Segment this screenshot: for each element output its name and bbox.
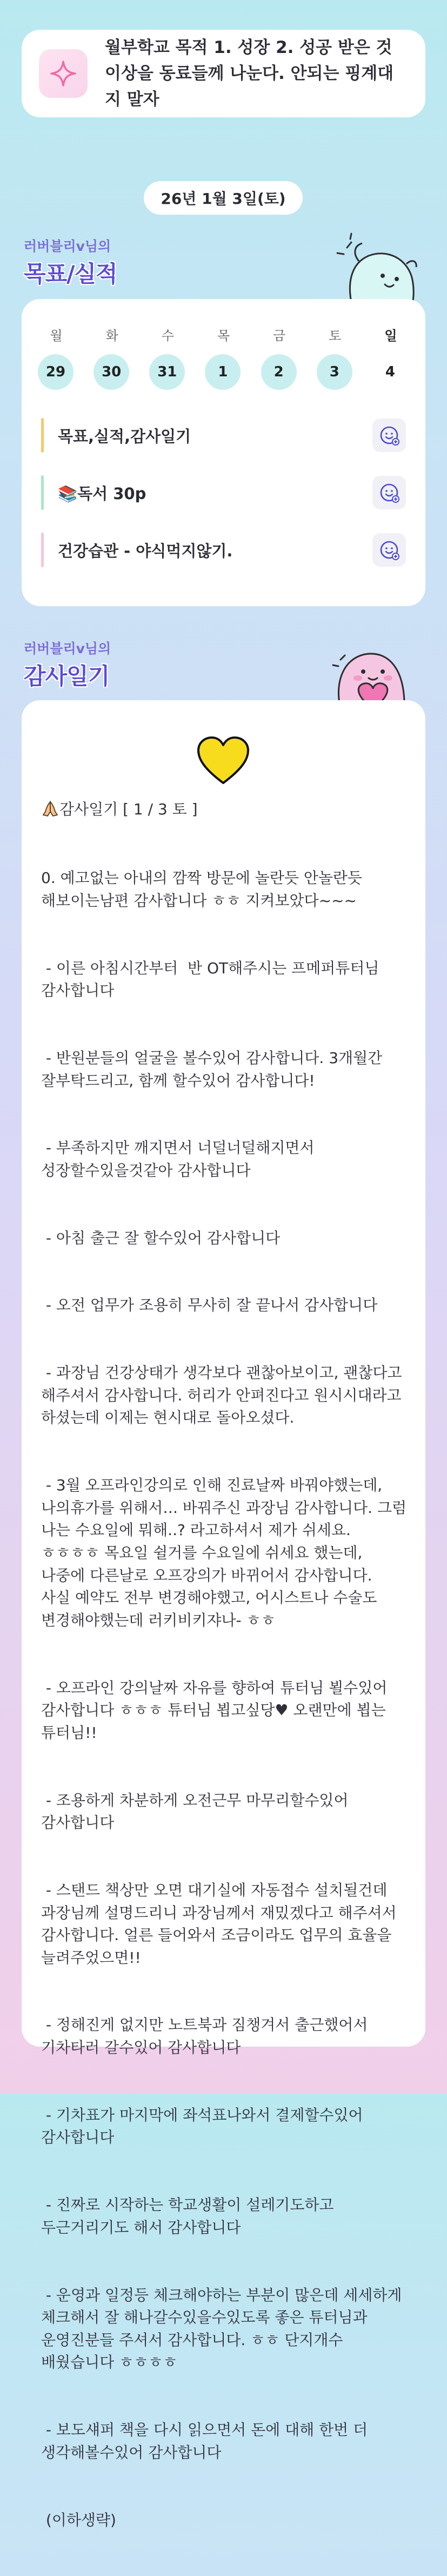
- calendar-day-wed[interactable]: [149, 325, 186, 390]
- goal-item-label: 📚독서 30p: [58, 484, 146, 503]
- gratitude-diary-card: [22, 700, 425, 2529]
- diary-entry: - 이른 아침시간부터 반 OT해주시는 프메퍼튜터님 감사합니다: [41, 959, 384, 1000]
- goal-color-bar: [41, 533, 44, 567]
- diary-entry: 0. 예고없는 아내의 깜짝 방문에 놀란듯 안놀란듯 해보이는남편 감사합니다 ㅎㅎ 지켜보았다~~~: [41, 869, 367, 909]
- heart-mascot-icon: [319, 627, 416, 708]
- goal-item[interactable]: [41, 417, 406, 454]
- diary-owner-label: 러버블리v님의: [24, 641, 111, 656]
- calendar-day-tue[interactable]: [94, 325, 130, 390]
- diary-entry: - 오프라인 강의날짜 자유를 향하여 튜터님 뵐수있어 감사합니다 ㅎㅎㅎ 튜터님 뵙고싶당♥ 오랜만에 뵙는 튜터님!!: [41, 1678, 392, 1742]
- praying-hands-icon: [41, 800, 59, 817]
- diary-entry: - 과장님 건강상태가 생각보다 괜찮아보이고, 괜찮다고 해주셔서 감사합니다. 허리가 안펴진다고 원시시대라고 하셨는데 이제는 현시대로 돌아오셨다.: [41, 1364, 407, 1427]
- goal-item-label: 건강습관 - 야식먹지않기.: [58, 541, 233, 560]
- smile-icon: [378, 539, 400, 561]
- calendar-day-fri[interactable]: [261, 325, 298, 390]
- yellow-heart-icon: [196, 735, 250, 785]
- diary-entry: - 정해진게 없지만 노트북과 짐챙겨서 출근했어서 기차타러 갈수있어 감사합니다: [41, 2016, 373, 2057]
- ghost-mascot-icon: [331, 231, 423, 307]
- goal-banner-card: [22, 30, 425, 117]
- goals-owner-label: 러버블리v님의: [24, 238, 111, 254]
- diary-header-label: 감사일기 [ 1 / 3 토 ]: [59, 800, 198, 818]
- calendar-day-sun[interactable]: [372, 325, 409, 390]
- diary-entry: - 반원분들의 얼굴을 볼수있어 감사합니다. 3개월간 잘부탁드리고, 함께 할수있어 감사합니다!: [41, 1048, 388, 1090]
- day-label: 금: [273, 328, 286, 343]
- day-number: 1: [205, 354, 241, 390]
- goal-item[interactable]: [41, 474, 406, 511]
- calendar-day-mon[interactable]: [38, 325, 75, 390]
- day-label: 목: [217, 328, 230, 343]
- week-calendar: [38, 325, 409, 390]
- diary-text: [41, 822, 409, 2576]
- day-number: 30: [94, 354, 129, 390]
- day-number: 2: [261, 354, 297, 390]
- calendar-day-sat[interactable]: [317, 325, 353, 390]
- sparkle-icon: [39, 49, 88, 98]
- day-number-today: 4: [385, 364, 395, 380]
- diary-entry: (이하생략): [41, 2511, 116, 2529]
- diary-section-title: 감사일기: [24, 663, 110, 689]
- day-label: 월: [50, 328, 63, 343]
- diary-entry: - 진짜로 시작하는 학교생활이 설레기도하고 두근거리기도 해서 감사합니다: [41, 2196, 339, 2236]
- smile-icon: [378, 482, 400, 503]
- diary-header: [41, 798, 198, 819]
- goals-section-title: 목표/실적: [24, 261, 117, 287]
- smile-reaction-button[interactable]: [372, 476, 406, 509]
- diary-entry: - 아침 출근 잘 할수있어 감사합니다: [41, 1229, 281, 1247]
- day-label: 화: [105, 328, 118, 343]
- diary-entry: - 오전 업무가 조용히 무사히 잘 끝나서 감사합니다: [41, 1296, 378, 1314]
- smile-reaction-button[interactable]: [372, 419, 406, 452]
- goal-banner-text: 월부학교 목적 1. 성장 2. 성공 받은 것 이상을 동료들께 나눈다. 안되는 핑계대지 말자: [105, 38, 394, 109]
- day-number: 31: [149, 354, 185, 390]
- day-number: 29: [38, 354, 74, 390]
- goals-section-heading: [24, 236, 117, 289]
- diary-entry: - 기차표가 마지막에 좌석표나와서 결제할수있어 감사합니다: [41, 2106, 368, 2147]
- calendar-day-thu[interactable]: [205, 325, 242, 390]
- day-label: 수: [161, 328, 174, 343]
- day-label: 토: [329, 328, 342, 343]
- day-label: 일: [384, 328, 397, 343]
- diary-section-heading: [24, 638, 111, 691]
- goal-color-bar: [41, 418, 44, 453]
- goal-color-bar: [41, 475, 44, 510]
- goal-item[interactable]: [41, 532, 406, 568]
- diary-entry: - 조용하게 차분하게 오전근무 마무리할수있어 감사합니다: [41, 1791, 353, 1832]
- smile-reaction-button[interactable]: [372, 533, 406, 567]
- diary-entry: - 보도섀퍼 책을 다시 읽으면서 돈에 대해 한번 더 생각해볼수있어 감사합니다: [41, 2421, 373, 2461]
- diary-entry: - 운영과 일정등 체크해야하는 부분이 많은데 세세하게 체크해서 잘 해나갈수있을수있도록 좋은 튜터님과 운영진분들 주셔서 감사합니다. ㅎㅎ 단지개수 배웠습니다 ㅎㅎㅎㅎ: [41, 2286, 407, 2372]
- diary-entry: - 부족하지만 깨지면서 너덜너덜해지면서 성장할수있을것같아 감사합니다: [41, 1139, 319, 1179]
- diary-entry: - 스탠드 책상만 오면 대기실에 자동접수 설치될건데 과장님께 설명드리니 과장님께서 재밌겠다고 해주셔서 감사합니다. 얼른 들어와서 조금이라도 업무의 효율을 늘려주었으면!!: [41, 1881, 402, 1967]
- day-number: 3: [317, 354, 352, 390]
- smile-icon: [378, 424, 400, 446]
- date-selector[interactable]: 26년 1월 3일(토): [144, 181, 303, 215]
- goal-item-label: 목표,실적,감사일기: [58, 427, 191, 446]
- diary-entry: - 3월 오프라인강의로 인해 진료날짜 바꿔야했는데, 나의휴가를 위해서‥. 바꿔주신 과장님 감사합니다. 그럼 나는 수요일에 뭐해..? 라고하셔서 제가 쉬세요. ㅎㅎㅎㅎ 목요일 쉴거를 수요일에 쉬세요 했는데, 나중에 다른날로 오프강의가 바뀌어서 감사합니다. 사실 예약도 전부 변경해야했고, 어시스트나 수술도 변경해야했는데 러키비키쟈나- ㅎㅎ: [41, 1476, 411, 1629]
- goals-card: [22, 299, 425, 606]
